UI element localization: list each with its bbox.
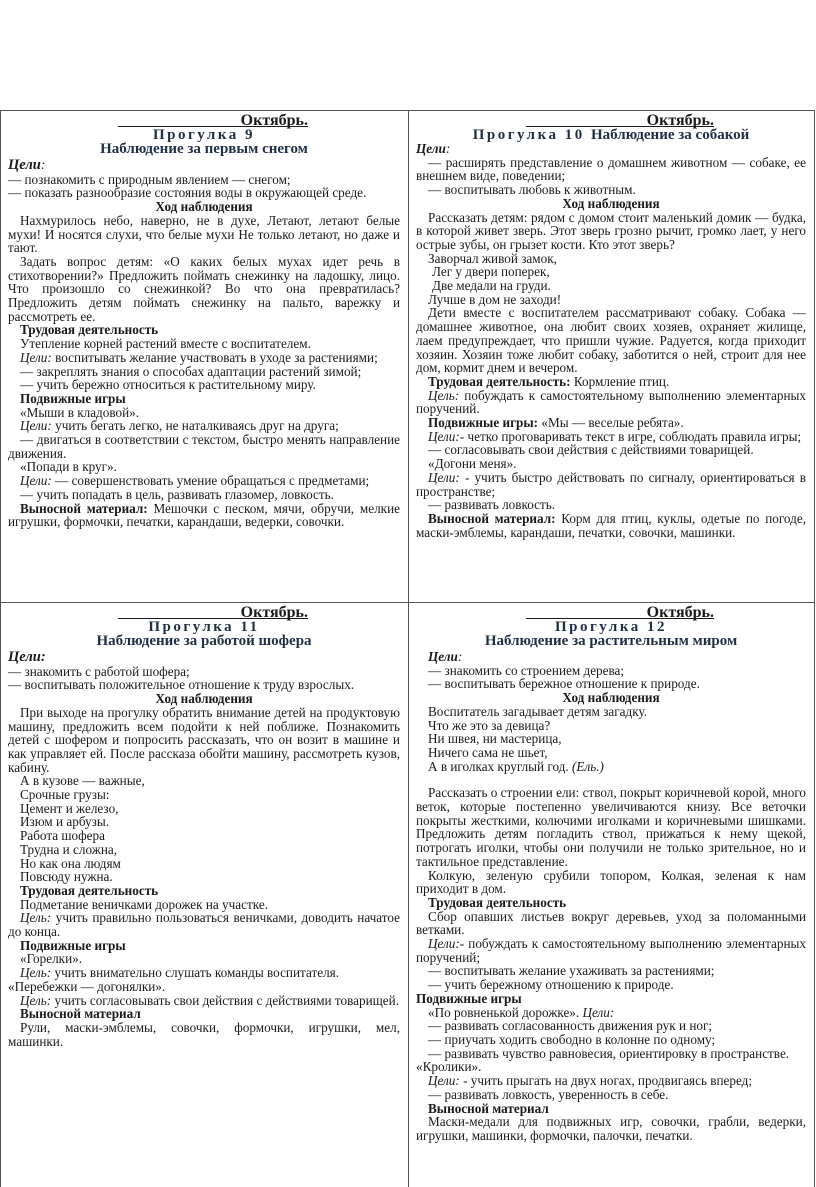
game-goal: — развивать ловкость. xyxy=(428,497,556,513)
poem-line: Что же это за девица? xyxy=(428,717,551,733)
labor-text: Подметание веничками дорожек на участке. xyxy=(20,896,268,912)
labor-goal-label: Цель: xyxy=(20,910,52,926)
game-goal-label: Цели: xyxy=(428,469,460,485)
game-title: «По ровненькой дорожке». xyxy=(428,1004,580,1020)
walk-card-12: Октябрь. Прогулка 12 Наблюдение за растительным миром Цели: — знакомить со строением дерева; — воспитывать бережное отношение к природе. Ход наблюдения Воспитатель загадывает детям загадку. Что же это за девица? Ни швея, ни мастерица, Ничего сама не шьет, А в иголках круглый год. (Ель.) Рассказать о строении ели: ствол, покрыт коричневой корой, много веток, которые постепенно увеличиваются книзу. Все веточки покрыты жесткими, колючими иголками и коричневыми шишками. Предложить детям погладить ствол, прижаться к нему щекой, потрогать иголки, чтобы они получили не только зрительное, но и тактильное представление. Колкую, зеленую срубили топором, Колкая, зеленая к нам приходит в дом. Трудовая деятельность Сбор опавших листьев вокруг деревьев, уход за поломанными ветками. Цели:- побуждать к самостоятельному выполнению элементарных поручений; — воспитывать желание ухаживать за растениями; — учить бережному отношению к природе. Подвижные игры «По ровненькой дорожке». Цели: — развивать согласованность движения рук и ног; — приучать ходить свободно в колонне по одному; — развивать чувство равновесия, ориентировку в пространстве. «Кролики». Цели: - учить прыгать на двух ногах, продвигаясь вперед; — развивать ловкость, уверенность в себе. Выносной материал Маски-медали для подвижных игр, совочки, грабли, ведерки, игрушки, машинки, формочки, палочки, печатки. xyxy=(409,603,815,1187)
labor-goal-label: Цели: xyxy=(20,349,52,365)
labor-goal-label: Цель: xyxy=(428,387,460,403)
game-goal-label: Цели: xyxy=(428,1073,460,1089)
month-title: Октябрь. xyxy=(416,113,806,129)
game-goal-label: Цели: xyxy=(428,428,460,444)
riddle-answer: (Ель.) xyxy=(572,758,604,774)
game-title: «Мыши в кладовой». xyxy=(20,404,140,420)
game-goal-label: Цели: xyxy=(20,418,52,434)
poem-line: Ничего сама не шьет, xyxy=(428,744,548,760)
goals-label: Цели: xyxy=(8,649,46,665)
month-title: Октябрь. xyxy=(8,113,400,129)
game-goal-label: Цели: xyxy=(20,473,52,489)
game-goal-label: Цель: xyxy=(20,965,52,981)
game-goal: — приучать ходить свободно в колонне по одному; xyxy=(428,1031,716,1047)
course-heading: Ход наблюдения xyxy=(562,690,660,706)
walk-number: Прогулка 10 xyxy=(472,127,585,143)
walk-card-9: Октябрь. Прогулка 9 Наблюдение за первым снегом Цели: — познакомить с природным явлением — снегом; — показать разнообразие состояния воды в окружающей среде. Ход наблюдения Нахмурилось небо, наверно, не в духе, Летают, летают белые мухи! И носятся слухи, что белые мухи Не только летают, но даже и тают. Задать вопрос детям: «О каких белых мухах идет речь в стихотворении?» Предложить поймать снежинку на ладошку, лицо. Что произошло со снежинкой? Во что она превратилась? Предложить детям поймать снежинку на пальто, варежку и рассмотреть ее. Трудовая деятельность Утепление корней растений вместе с воспитателем. Цели: воспитывать желание участвовать в уходе за растениями; — закреплять знания о способах адаптации растений зимой; — учить бережно относиться к растительному миру. Подвижные игры «Мыши в кладовой». Цели: учить бегать легко, не наталкиваясь друг на друга; — двигаться в соответствии с текстом, быстро менять направление движения. «Попади в круг». Цели: — совершенствовать умение обращаться с предметами; — учить попадать в цель, развивать глазомер, ловкость. Выносной материал: Мешочки с песком, мячи, обручи, мелкие игрушки, формочки, печатки, карандаши, ведерки, совочки. xyxy=(0,111,409,603)
labor-heading: Трудовая деятельность: xyxy=(428,373,571,389)
game-title: «Мы — веселые ребята». xyxy=(541,415,684,431)
material-text: Мешочки с песком, мячи, обручи, мелкие игрушки, формочки, печатки, карандаши, ведерки, совочки. xyxy=(8,500,401,530)
course-heading: Ход наблюдения xyxy=(155,691,253,707)
walks-table xyxy=(0,110,815,1187)
poem-line: Трудна и сложна, xyxy=(20,841,118,857)
poem-line: А в кузове — важные, xyxy=(20,773,145,789)
labor-heading: Трудовая деятельность xyxy=(20,322,159,338)
course-heading: Ход наблюдения xyxy=(155,199,253,215)
labor-goal: — воспитывать желание ухаживать за растениями; xyxy=(428,963,715,979)
poem-line: Изюм и арбузы. xyxy=(20,814,110,830)
month-title: Октябрь. xyxy=(8,605,400,621)
labor-goal-label: Цели: xyxy=(428,936,460,952)
material-label: Выносной материал xyxy=(20,1006,141,1022)
goals-label: Цели xyxy=(416,141,446,156)
poem-line: Ни швея, ни мастерица, xyxy=(428,731,562,747)
goal-item: — воспитывать положительное отношение к труду взрослых. xyxy=(8,677,355,693)
labor-text: Утепление корней растений вместе с воспитателем. xyxy=(20,336,311,352)
walk-topic: Наблюдение за работой шофера xyxy=(96,633,312,649)
walk-card-11: Октябрь. Прогулка 11 Наблюдение за работой шофера Цели: — знакомить с работой шофера; — воспитывать положительное отношение к труду взрослых. Ход наблюдения При выходе на прогулку обратить внимание детей на продуктовую машину, предложить всем подойти к ней поближе. Познакомить детей с шофером и попросить рассказать, что он возит в машине и как управляет ей. После рассказа обойти машину, рассмотреть кузов, кабину. А в кузове — важные, Срочные грузы: Цемент и железо, Изюм и арбузы. Работа шофера Трудна и сложна, Но как она людям Повсюду нужна. Трудовая деятельность Подметание веничками дорожек на участке. Цель: учить правильно пользоваться веничками, доводить начатое до конца. Подвижные игры «Горелки». Цель: учить внимательно слушать команды воспитателя. «Перебежки — догонялки». Цель: учить согласовывать свои действия с действиями товарищей. Выносной материал Рули, маски-эмблемы, совочки, формочки, игрушки, мел, машинки. xyxy=(0,603,409,1187)
poem-line: Цемент и железо, xyxy=(20,800,119,816)
goal-item: — воспитывать любовь к животным. xyxy=(428,182,636,198)
goal-item: — знакомить со строением дерева; xyxy=(428,662,625,678)
course-heading: Ход наблюдения xyxy=(562,195,660,211)
material-text: Корм для птиц, куклы, одетые по погоде, маски-эмблемы, карандаши, печатки, совочки, машинки. xyxy=(416,510,806,540)
material-text: Маски-медали для подвижных игр, совочки, грабли, ведерки, игрушки, машинки, формочки, палочки, печатки. xyxy=(416,1114,806,1143)
poem-line: А в иголках круглый год. xyxy=(428,758,569,774)
walk-topic: Наблюдение за собакой xyxy=(591,127,750,143)
poem-line: Лег у двери поперек, xyxy=(432,264,550,280)
material-label: Выносной материал: xyxy=(428,510,556,526)
goal-item: — расширять представление о домашнем животном — собаке, ее внешнем виде, поведении; xyxy=(416,154,806,184)
game-title: «Попади в круг». xyxy=(20,459,117,475)
course-text: Дети вместе с воспитателем рассматривают собаку. Собака — домашнее животное, она любит своих хозяев, охраняет жилище, лаем предупреждает, что пришли чужие. Радуется, когда приходит хозяин. Хозяин тоже любит собаку, заботится о ней, строит для нее дом, кормит днем и вечером. xyxy=(416,305,806,376)
games-heading: Подвижные игры: xyxy=(428,415,539,431)
game-goal: — развивать согласованность движения рук и ног; xyxy=(428,1018,713,1034)
game-goal: — согласовывать свои действия с действиями товарищей. xyxy=(428,442,754,458)
course-text: Воспитатель загадывает детям загадку. xyxy=(428,703,648,719)
poem-line: Срочные грузы: xyxy=(20,787,110,803)
material-label: Выносной материал xyxy=(428,1100,549,1116)
walk-number: Прогулка 12 xyxy=(554,619,668,635)
course-text: Нахмурилось небо, наверно, не в духе, Летают, летают белые мухи! И носятся слухи, что белые мухи Не только летают, но даже и тают. xyxy=(8,212,400,256)
game-title: «Горелки». xyxy=(20,951,83,967)
game-goal: — двигаться в соответствии с текстом, быстро менять направление движения. xyxy=(8,432,400,461)
goals-label: Цели xyxy=(428,649,458,664)
walk-card-10: Октябрь. Прогулка 10 Наблюдение за собакой Цели: — расширять представление о домашнем животном — собаке, ее внешнем виде, поведении; — воспитывать любовь к животным. Ход наблюдения Рассказать детям: рядом с домом стоит маленький домик — будка, в которой живет зверь. Этот зверь грозно рычит, громко лает, у него острые зубы, он грызет кости. Кто этот зверь? Заворчал живой замок, Лег у двери поперек, Две медали на груди. Лучше в дом не заходи! Дети вместе с воспитателем рассматривают собаку. Собака — домашнее животное, она любит своих хозяев, охраняет жилище, лаем предупреждает, что пришли чужие. Радуется, когда приходит хозяин. Хозяин тоже любит собаку, заботится о ней, строит для нее дом, кормит днем и вечером. Трудовая деятельность: Кормление птиц. Цель: побуждать к самостоятельному выполнению элементарных поручений. Подвижные игры: «Мы — веселые ребята». Цели:- четко проговаривать текст в игре, соблюдать правила игры; — согласовывать свои действия с действиями товарищей. «Догони меня». Цели: - учить быстро действовать по сигналу, ориентироваться в пространстве; — развивать ловкость. Выносной материал: Корм для птиц, куклы, одетые по погоде, маски-эмблемы, карандаши, печатки, совочки, машинки. xyxy=(409,111,815,603)
poem-line: Две медали на груди. xyxy=(432,278,551,294)
game-goal: — учить попадать в цель, развивать глазомер, ловкость. xyxy=(20,486,334,502)
labor-text: Кормление птиц. xyxy=(573,373,670,389)
game-title: «Догони меня». xyxy=(428,456,517,472)
month-title: Октябрь. xyxy=(416,605,806,621)
labor-goal: — учить бережно относиться к растительному миру. xyxy=(20,377,316,393)
labor-goal: — закреплять знания о способах адаптации растений зимой; xyxy=(20,363,362,379)
poem-line: Лучше в дом не заходи! xyxy=(428,291,562,307)
material-label: Выносной материал: xyxy=(20,500,148,516)
labor-heading: Трудовая деятельность xyxy=(428,894,567,910)
poem-line: Но как она людям xyxy=(20,855,121,871)
labor-goal: — учить бережному отношению к природе. xyxy=(428,977,674,993)
labor-heading: Трудовая деятельность xyxy=(20,882,159,898)
walk-number: Прогулка 9 xyxy=(152,127,256,143)
goal-item: — знакомить с работой шофера; xyxy=(8,663,190,679)
game-goal: — развивать чувство равновесия, ориентировку в пространстве. xyxy=(428,1045,790,1061)
games-heading: Подвижные игры xyxy=(20,390,126,406)
games-heading: Подвижные игры xyxy=(20,937,126,953)
course-text: Колкую, зеленую срубили топором, Колкая, зеленая к нам приходит в дом. xyxy=(416,867,806,897)
walk-number: Прогулка 11 xyxy=(148,619,260,635)
course-text: Рассказать о строении ели: ствол, покрыт коричневой корой, много веток, которые постепенно увеличиваются книзу. Все веточки покрыты жесткими, колючими иголками и коричневыми шишками. Предложить детям погладить ствол, прижаться к нему щекой, потрогать иголки, чтобы они получили не только зрительное, но и тактильное представление. xyxy=(416,785,806,869)
walk-topic: Наблюдение за растительным миром xyxy=(484,633,738,649)
labor-text: Сбор опавших листьев вокруг деревьев, уход за поломанными ветками. xyxy=(416,908,806,938)
walk-topic: Наблюдение за первым снегом xyxy=(100,141,308,157)
poem-line: Заворчал живой замок, xyxy=(428,250,557,266)
poem-line: Работа шофера xyxy=(20,828,105,844)
game-title: «Перебежки — догонялки». xyxy=(8,978,166,994)
poem-line: Повсюду нужна. xyxy=(20,869,113,885)
game-title: «Кролики». xyxy=(416,1059,482,1075)
game-goal: — развивать ловкость, уверенность в себе. xyxy=(428,1086,669,1102)
goals-label: Цели xyxy=(8,157,41,173)
goal-item: — воспитывать бережное отношение к природе. xyxy=(428,676,700,692)
course-text: Задать вопрос детям: «О каких белых мухах идет речь в стихотворении?» Предложить поймать снежинку на ладошку, лицо. Что произошло со снежинкой? Во что она превратилась? Предложить детям поймать снежинку на пальто, варежку и рассмотреть ее. xyxy=(8,253,400,324)
material-text: Рули, маски-эмблемы, совочки, формочки, игрушки, мел, машинки. xyxy=(8,1019,400,1049)
games-heading: Подвижные игры xyxy=(416,990,522,1006)
course-text: При выходе на прогулку обратить внимание детей на продуктовую машину, предложить всем подойти к ней поближе. Познакомить детей с шофером и попросить рассказать, что он возит в машине и как управляет ей. После рассказа обойти машину, рассмотреть кузов, кабину. xyxy=(8,704,400,775)
course-text: Рассказать детям: рядом с домом стоит маленький домик — будка, в которой живет зверь. Этот зверь грозно рычит, громко лает, у него острые зубы, он грызет кости. Кто этот зверь? xyxy=(416,209,806,252)
game-goal-label: Цель: xyxy=(20,992,52,1008)
game-goal-label: Цели: xyxy=(582,1004,615,1020)
goal-item: — познакомить с природным явлением — снегом; xyxy=(8,171,291,187)
goal-item: — показать разнообразие состояния воды в окружающей среде. xyxy=(8,185,367,201)
